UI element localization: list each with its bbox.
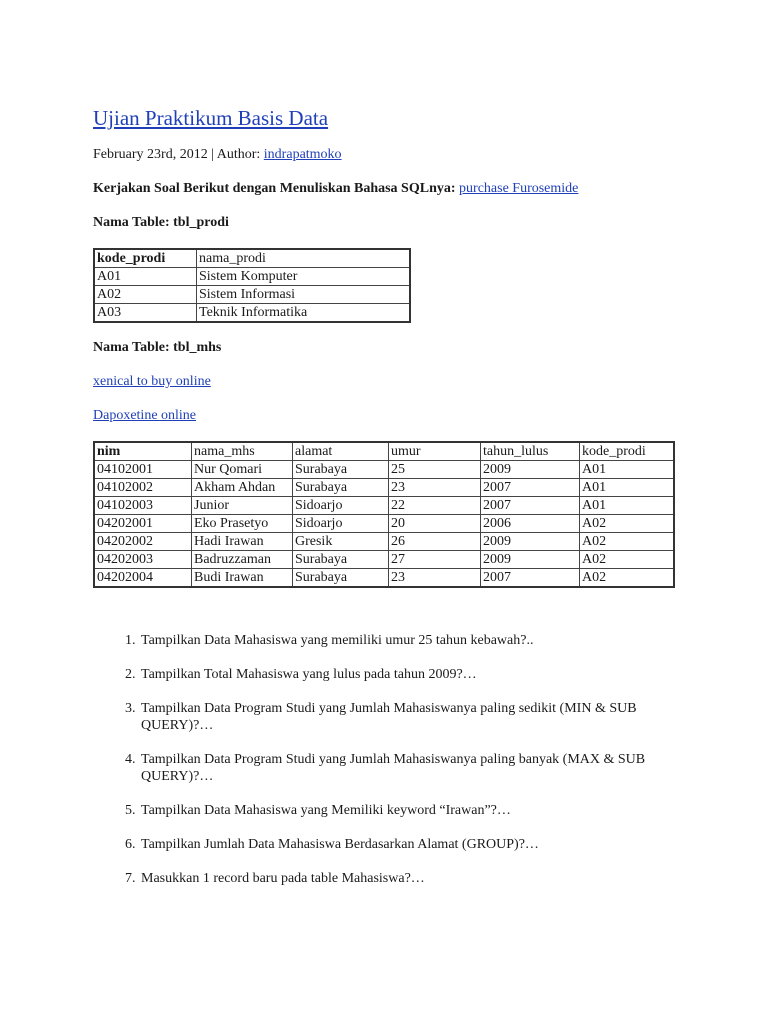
table-cell: A02 — [580, 515, 675, 533]
table-cell: 04202003 — [94, 551, 192, 569]
table-cell: 04102001 — [94, 461, 192, 479]
table-cell: 04202002 — [94, 533, 192, 551]
table-row — [94, 533, 674, 551]
column-header: tahun_lulus — [481, 442, 580, 461]
dapoxetine-link[interactable]: Dapoxetine online — [93, 408, 197, 423]
question-list — [93, 632, 699, 887]
table-cell: Badruzzaman — [192, 551, 293, 569]
table-cell: 27 — [389, 551, 481, 569]
table-cell: 20 — [389, 515, 481, 533]
column-header: kode_prodi — [580, 442, 675, 461]
table-cell: 22 — [389, 497, 481, 515]
xenical-paragraph — [93, 373, 693, 391]
table-row — [94, 268, 410, 286]
question-item: 2. Tampilkan Total Mahasiswa yang lulus pada tahun 2009?… — [139, 666, 699, 683]
question-item: 3. Tampilkan Data Program Studi yang Jumlah Mahasiswanya paling sedikit (MIN & SUB QUERY)?… — [139, 700, 699, 734]
table-header-row — [94, 249, 410, 268]
question-item: 4. Tampilkan Data Program Studi yang Jumlah Mahasiswanya paling banyak (MAX & SUB QUERY)?… — [139, 751, 699, 785]
question-item: 7. Masukkan 1 record baru pada table Mahasiswa?… — [139, 870, 699, 887]
table-row — [94, 551, 674, 569]
table-cell: 2009 — [481, 533, 580, 551]
table-cell: A02 — [580, 551, 675, 569]
table-cell: A01 — [580, 497, 675, 515]
table-cell: A02 — [94, 286, 197, 304]
tbl-mhs-table — [93, 441, 675, 588]
post-date: February 23rd, 2012 | Author: — [93, 147, 264, 162]
column-header: nama_prodi — [197, 249, 411, 268]
question-item: 6. Tampilkan Jumlah Data Mahasiswa Berdasarkan Alamat (GROUP)?… — [139, 836, 699, 853]
article — [93, 104, 693, 904]
table-cell: 2007 — [481, 479, 580, 497]
table-row — [94, 569, 674, 588]
table-cell: Akham Ahdan — [192, 479, 293, 497]
instruction-label: Kerjakan Soal Berikut dengan Menuliskan Bahasa SQLnya: — [93, 181, 456, 196]
table-cell: Sistem Informasi — [197, 286, 411, 304]
author-link[interactable]: indrapatmoko — [263, 147, 342, 162]
table-cell: 04202001 — [94, 515, 192, 533]
column-header: alamat — [293, 442, 389, 461]
tbl-prodi-table — [93, 248, 411, 323]
table-cell: Junior — [192, 497, 293, 515]
xenical-link[interactable]: xenical to buy online — [93, 374, 211, 389]
table-cell: A02 — [580, 569, 675, 588]
table-cell: Surabaya — [293, 551, 389, 569]
table-cell: Surabaya — [293, 461, 389, 479]
table-row — [94, 286, 410, 304]
question-item: 5. Tampilkan Data Mahasiswa yang Memiliki keyword “Irawan”?… — [139, 802, 699, 819]
table-cell: Budi Irawan — [192, 569, 293, 588]
table-cell: 2007 — [481, 569, 580, 588]
table-cell: A02 — [580, 533, 675, 551]
furosemide-link[interactable]: purchase Furosemide — [459, 181, 579, 196]
table1-label: Nama Table: tbl_prodi — [93, 215, 229, 230]
table-cell: A03 — [94, 304, 197, 323]
post-meta — [93, 146, 693, 164]
table-cell: Eko Prasetyo — [192, 515, 293, 533]
column-header: kode_prodi — [94, 249, 197, 268]
table-cell: A01 — [580, 461, 675, 479]
table-cell: Nur Qomari — [192, 461, 293, 479]
table-cell: 2007 — [481, 497, 580, 515]
table-cell: Surabaya — [293, 569, 389, 588]
table-cell: Sidoarjo — [293, 515, 389, 533]
table-cell: Sistem Komputer — [197, 268, 411, 286]
table-row — [94, 461, 674, 479]
column-header: nim — [94, 442, 192, 461]
table-cell: 25 — [389, 461, 481, 479]
table-header-row — [94, 442, 674, 461]
instruction-paragraph — [93, 180, 693, 198]
table-cell: 04102002 — [94, 479, 192, 497]
table-cell: Surabaya — [293, 479, 389, 497]
table-cell: 2009 — [481, 551, 580, 569]
table-cell: A01 — [580, 479, 675, 497]
table-row — [94, 515, 674, 533]
table-cell: Gresik — [293, 533, 389, 551]
table2-label: Nama Table: tbl_mhs — [93, 340, 222, 355]
dapoxetine-paragraph — [93, 407, 693, 425]
table-cell: 26 — [389, 533, 481, 551]
article-title-link[interactable]: Ujian Praktikum Basis Data — [93, 106, 329, 130]
table-row — [94, 304, 410, 323]
table-cell: 2009 — [481, 461, 580, 479]
table-row — [94, 497, 674, 515]
column-header: nama_mhs — [192, 442, 293, 461]
table-cell: 23 — [389, 479, 481, 497]
table-cell: Teknik Informatika — [197, 304, 411, 323]
table-cell: 2006 — [481, 515, 580, 533]
table-row — [94, 479, 674, 497]
table-cell: 23 — [389, 569, 481, 588]
table-cell: Sidoarjo — [293, 497, 389, 515]
column-header: umur — [389, 442, 481, 461]
table-cell: Hadi Irawan — [192, 533, 293, 551]
table-cell: 04202004 — [94, 569, 192, 588]
question-item: 1. Tampilkan Data Mahasiswa yang memiliki umur 25 tahun kebawah?.. — [139, 632, 699, 649]
table-cell: A01 — [94, 268, 197, 286]
table-cell: 04102003 — [94, 497, 192, 515]
